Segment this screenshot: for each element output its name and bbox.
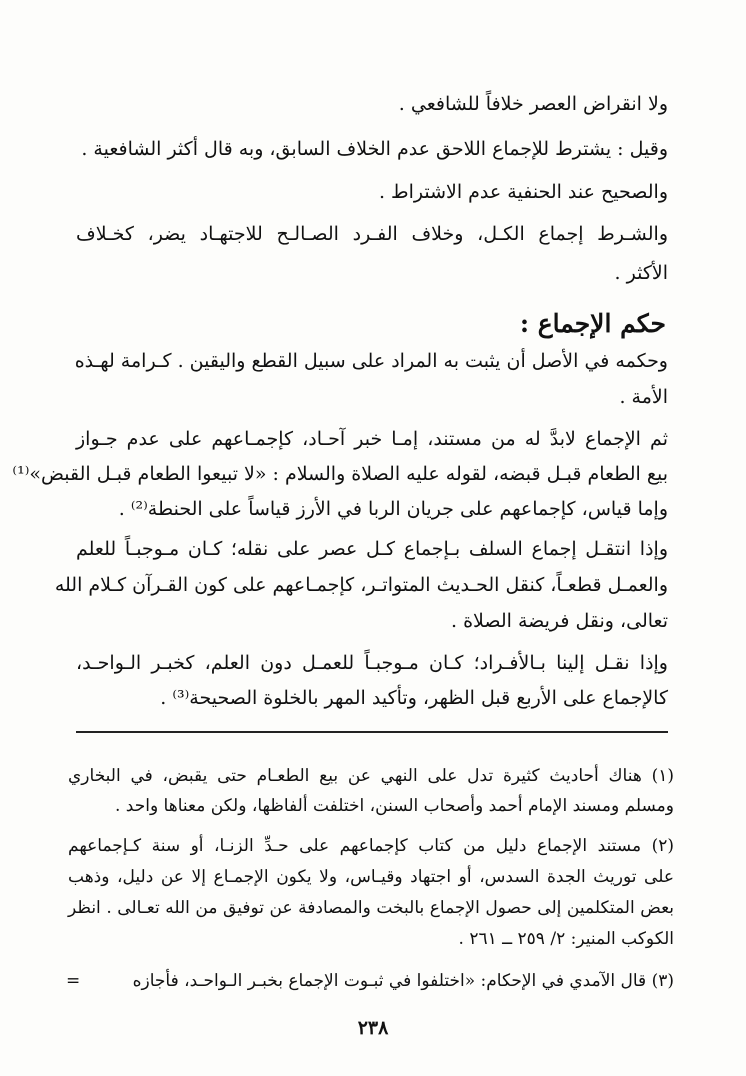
section-heading: حكم الإجماع : <box>519 309 666 338</box>
body-line: والصحيح عند الحنفية عدم الاشتراط . <box>378 181 668 203</box>
footnote-line: (٣) قال الآمدي في الإحكام: «اختلفوا في ثبـوت الإجماع بخبـر الـواحـد، فأجازه <box>132 971 674 991</box>
body-line: بيع الطعام قبـل قبضه، لقوله عليه الصلاة والسلام : «لا تبيعوا الطعام قبـل القبض»⁽¹⁾ <box>12 463 668 485</box>
footnote-line: (٢) مستند الإجماع دليل من كتاب كإجماعهم على حـدِّ الزنـا، أو سنة كـإجماعهم <box>68 836 674 856</box>
body-line: الأكثر . <box>614 262 668 284</box>
footnote-line: (١) هناك أحاديث كثيرة تدل على النهي عن بيع الطعـام حتى يقبض، في البخاري <box>68 766 674 786</box>
body-line: وقيل : يشترط للإجماع اللاحق عدم الخلاف السابق، وبه قال أكثر الشافعية . <box>81 138 668 160</box>
footnote-line: ومسلم ومسند الإمام أحمد وأصحاب السنن، اختلفت ألفاظها، ولكن معناها واحد . <box>114 796 674 816</box>
body-line: وإذا انتقـل إجماع السلف بـإجماع كـل عصر على نقله؛ كـان مـوجبـاً للعلم <box>76 538 668 560</box>
footnote-divider <box>76 731 668 733</box>
footnote-line: على توريث الجدة السدس، أو اجتهاد وقيـاس، ولا يكون الإجمـاع إلا عن دليل، وذهب <box>68 867 674 887</box>
footnote-line: بعض المتكلمين إلى حصول الإجماع بالبخت والمصادفة عن توفيق من الله تعـالى . انظر <box>68 898 674 918</box>
body-line: والشـرط إجماع الكـل، وخلاف الفـرد الصـالـح للاجتهـاد يضر، كخـلاف <box>76 223 668 245</box>
body-line: والعمـل قطعـاً، كنقل الحـديث المتواتـر، كإجمـاعهم على كون القـرآن كـلام الله <box>54 574 668 596</box>
body-line: الأمة . <box>619 386 668 408</box>
continuation-mark: = <box>66 971 81 991</box>
body-line: كالإجماع على الأربع قبل الظهر، وتأكيد المهر بالخلوة الصحيحة⁽³⁾ . <box>160 687 668 709</box>
body-line: ثم الإجماع لابدَّ له من مستند، إمـا خبر آحـاد، كإجمـاعهم على عدم جـواز <box>76 428 668 450</box>
body-line: وإذا نقـل إلينا بـالأفـراد؛ كـان مـوجبـاً للعمـل دون العلم، كخبـر الـواحـد، <box>76 652 668 674</box>
body-line: تعالى، ونقل فريضة الصلاة . <box>450 610 668 632</box>
footnote-line: الكوكب المنير: ٢/ ٢٥٩ ــ ٢٦١ . <box>458 929 674 949</box>
page-number: ٢٣٨ <box>357 1017 389 1039</box>
body-line: وحكمه في الأصل أن يثبت به المراد على سبيل القطع واليقين . كـرامة لهـذه <box>74 350 668 372</box>
body-line: ولا انقراض العصر خلافاً للشافعي . <box>398 93 668 115</box>
body-line: وإما قياس، كإجماعهم على جريان الربا في الأرز قياساً على الحنطة⁽²⁾ . <box>118 498 668 520</box>
